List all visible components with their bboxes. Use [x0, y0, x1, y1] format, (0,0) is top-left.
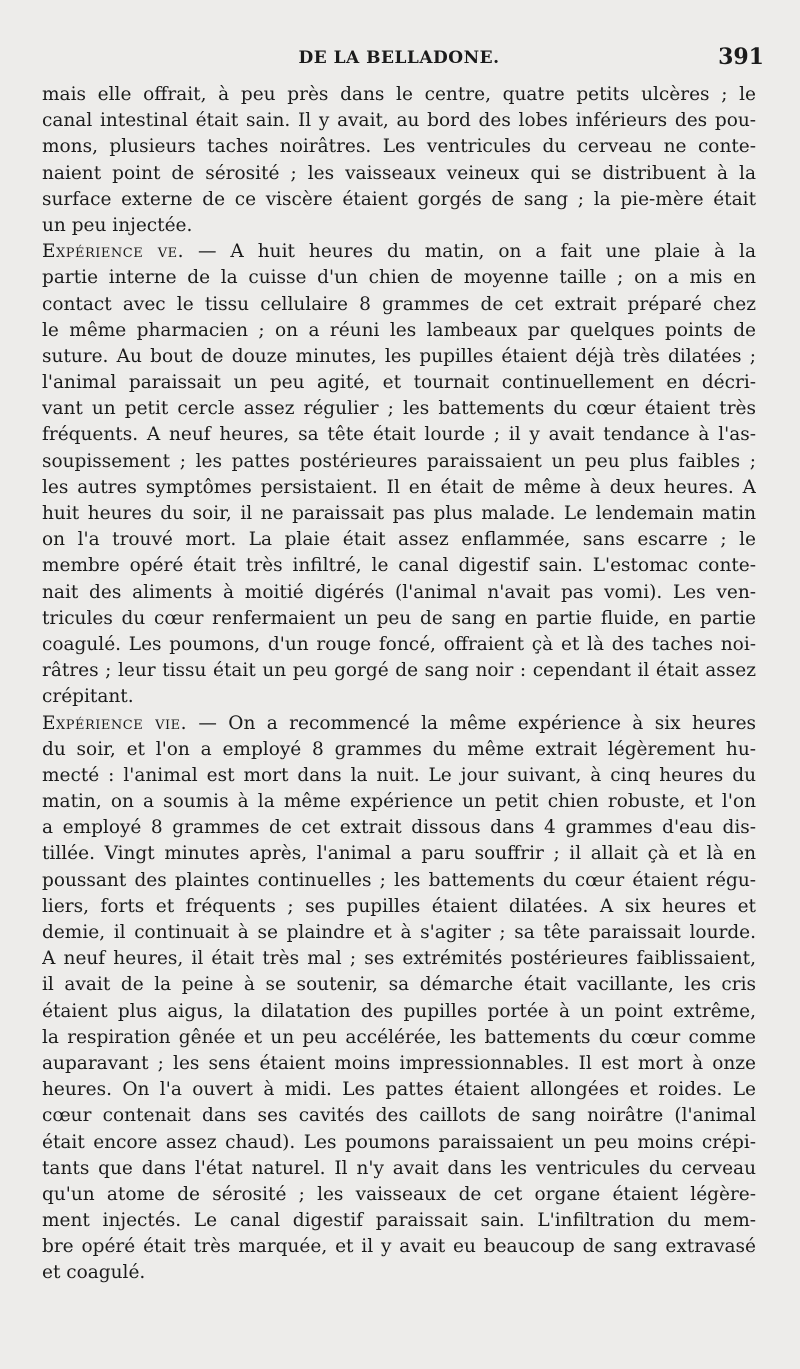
text-line [42, 239, 756, 265]
line-text: membre opéré était très infiltré, le canal digestif sain. L'estomac conte- [42, 555, 756, 577]
line-text: tants que dans l'état naturel. Il n'y avait dans les ventricules du cerveau [42, 1157, 756, 1179]
text-line [42, 999, 756, 1025]
text-line [42, 475, 756, 501]
text-line [42, 1234, 756, 1260]
experiment-heading: Expérience ve. [42, 241, 184, 263]
text-line [42, 1182, 756, 1208]
text-line [42, 1260, 756, 1286]
line-text: coagulé. Les poumons, d'un rouge foncé, offraient çà et là des taches noi- [42, 633, 756, 655]
line-text: on l'a trouvé mort. La plaie était assez enflammée, sans escarre ; le [42, 529, 756, 551]
line-text: poussant des plaintes continuelles ; les battements du cœur étaient régu- [42, 869, 756, 891]
line-text: soupissement ; les pattes postérieures paraissaient un peu plus faibles ; [42, 450, 756, 472]
text-line [42, 894, 756, 920]
text-line [42, 213, 756, 239]
line-text: mais elle offrait, à peu près dans le centre, quatre petits ulcères ; le [42, 84, 756, 105]
line-text: surface externe de ce viscère étaient gorgés de sang ; la pie-mère était [42, 188, 756, 210]
line-text: A neuf heures, il était très mal ; ses extrémités postérieures faiblissaient, [42, 948, 756, 970]
text-line [42, 1051, 756, 1077]
text-line [42, 449, 756, 475]
line-text: mons, plusieurs taches noirâtres. Les ventricules du cerveau ne conte- [42, 136, 756, 158]
text-line [42, 868, 756, 894]
line-text: la respiration gênée et un peu accélérée, les battements du cœur comme [42, 1026, 756, 1048]
body-text [42, 82, 756, 1287]
text-line [42, 396, 756, 422]
line-text: du soir, et l'on a employé 8 grammes du même extrait légèrement hu- [42, 738, 756, 760]
text-line [42, 161, 756, 187]
text-line [42, 737, 756, 763]
text-line [42, 82, 756, 108]
line-text: râtres ; leur tissu était un peu gorgé de sang noir : cependant il était assez [42, 660, 756, 682]
text-line [42, 815, 756, 841]
text-line [42, 789, 756, 815]
line-text: naient point de sérosité ; les vaisseaux veineux qui se distribuent à la [42, 162, 756, 184]
line-text: suture. Au bout de douze minutes, les pupilles étaient déjà très dilatées ; [42, 345, 756, 367]
line-text: cœur contenait dans ses cavités des caillots de sang noirâtre (l'animal [42, 1105, 756, 1127]
line-text: le même pharmacien ; on a réuni les lambeaux par quelques points de [42, 319, 756, 341]
line-text: et coagulé. [42, 1262, 146, 1284]
page-number: 391 [718, 44, 764, 70]
text-line [42, 318, 756, 344]
text-line [42, 658, 756, 684]
text-line [42, 1103, 756, 1129]
line-text: était encore assez chaud). Les poumons paraissaient un peu moins crépi- [42, 1131, 756, 1153]
text-line [42, 606, 756, 632]
text-line [42, 501, 756, 527]
line-text: ment injectés. Le canal digestif paraissait sain. L'infiltration du mem- [42, 1210, 756, 1232]
line-text: qu'un atome de sérosité ; les vaisseaux de cet organe étaient légère- [42, 1183, 756, 1205]
text-line [42, 108, 756, 134]
text-line [42, 580, 756, 606]
line-text: canal intestinal était sain. Il y avait, au bord des lobes inférieurs des pou- [42, 110, 756, 132]
text-line [42, 292, 756, 318]
line-text: liers, forts et fréquents ; ses pupilles étaient dilatées. A six heures et [42, 895, 756, 917]
text-line [42, 632, 756, 658]
line-text: bre opéré était très marquée, et il y avait eu beaucoup de sang extravasé [42, 1236, 756, 1258]
text-line [42, 370, 756, 396]
text-line [42, 711, 756, 737]
running-header [42, 44, 764, 82]
text-line [42, 763, 756, 789]
text-line [42, 134, 756, 160]
text-line [42, 841, 756, 867]
text-line [42, 553, 756, 579]
text-line [42, 1077, 756, 1103]
text-line [42, 920, 756, 946]
line-text: contact avec le tissu cellulaire 8 grammes de cet extrait préparé chez [42, 293, 756, 315]
text-line [42, 344, 756, 370]
text-line [42, 972, 756, 998]
line-text: l'animal paraissait un peu agité, et tournait continuellement en décri- [42, 372, 756, 394]
line-text: tricules du cœur renfermaient un peu de sang en partie fluide, en partie [42, 607, 756, 629]
text-line [42, 527, 756, 553]
text-line [42, 1156, 756, 1182]
line-text: huit heures du soir, il ne paraissait pas plus malade. Le lendemain matin [42, 503, 756, 524]
text-line [42, 422, 756, 448]
line-text: matin, on a soumis à la même expérience un petit chien robuste, et l'on [42, 791, 756, 813]
line-text: nait des aliments à moitié digérés (l'animal n'avait pas vomi). Les ven- [42, 581, 756, 603]
line-text: — On a recommencé la même expérience à six heures [187, 712, 756, 734]
line-text: vant un petit cercle assez régulier ; les battements du cœur étaient très [42, 398, 756, 420]
line-text: étaient plus aigus, la dilatation des pupilles portée à un point extrême, [42, 1000, 756, 1022]
line-text: partie interne de la cuisse d'un chien de moyenne taille ; on a mis en [42, 267, 756, 289]
text-line [42, 1208, 756, 1234]
line-text: tillée. Vingt minutes après, l'animal a paru souffrir ; il allait çà et là en [42, 843, 756, 865]
text-line [42, 265, 756, 291]
line-text: un peu injectée. [42, 214, 193, 236]
text-line [42, 684, 756, 710]
text-line [42, 187, 756, 213]
line-text: mecté : l'animal est mort dans la nuit. Le jour suivant, à cinq heures du [42, 764, 756, 786]
line-text: — A huit heures du matin, on a fait une plaie à la [183, 241, 756, 263]
line-text: crépitant. [42, 686, 134, 708]
running-title: DE LA BELLADONE. [298, 48, 500, 68]
line-text: fréquents. A neuf heures, sa tête était lourde ; il y avait tendance à l'as- [42, 424, 756, 446]
line-text: auparavant ; les sens étaient moins impressionnables. Il est mort à onze [42, 1052, 756, 1074]
line-text: il avait de la peine à se soutenir, sa démarche était vacillante, les cris [42, 974, 756, 996]
text-line [42, 1130, 756, 1156]
line-text: les autres symptômes persistaient. Il en était de même à deux heures. A [42, 476, 756, 498]
line-text: heures. On l'a ouvert à midi. Les pattes étaient allongées et roides. Le [42, 1079, 756, 1101]
experiment-heading: Expérience vie. [42, 712, 188, 734]
text-line [42, 1025, 756, 1051]
line-text: a employé 8 grammes de cet extrait dissous dans 4 grammes d'eau dis- [42, 817, 756, 839]
line-text: demie, il continuait à se plaindre et à s'agiter ; sa tête paraissait lourde. [42, 922, 756, 943]
text-line [42, 946, 756, 972]
